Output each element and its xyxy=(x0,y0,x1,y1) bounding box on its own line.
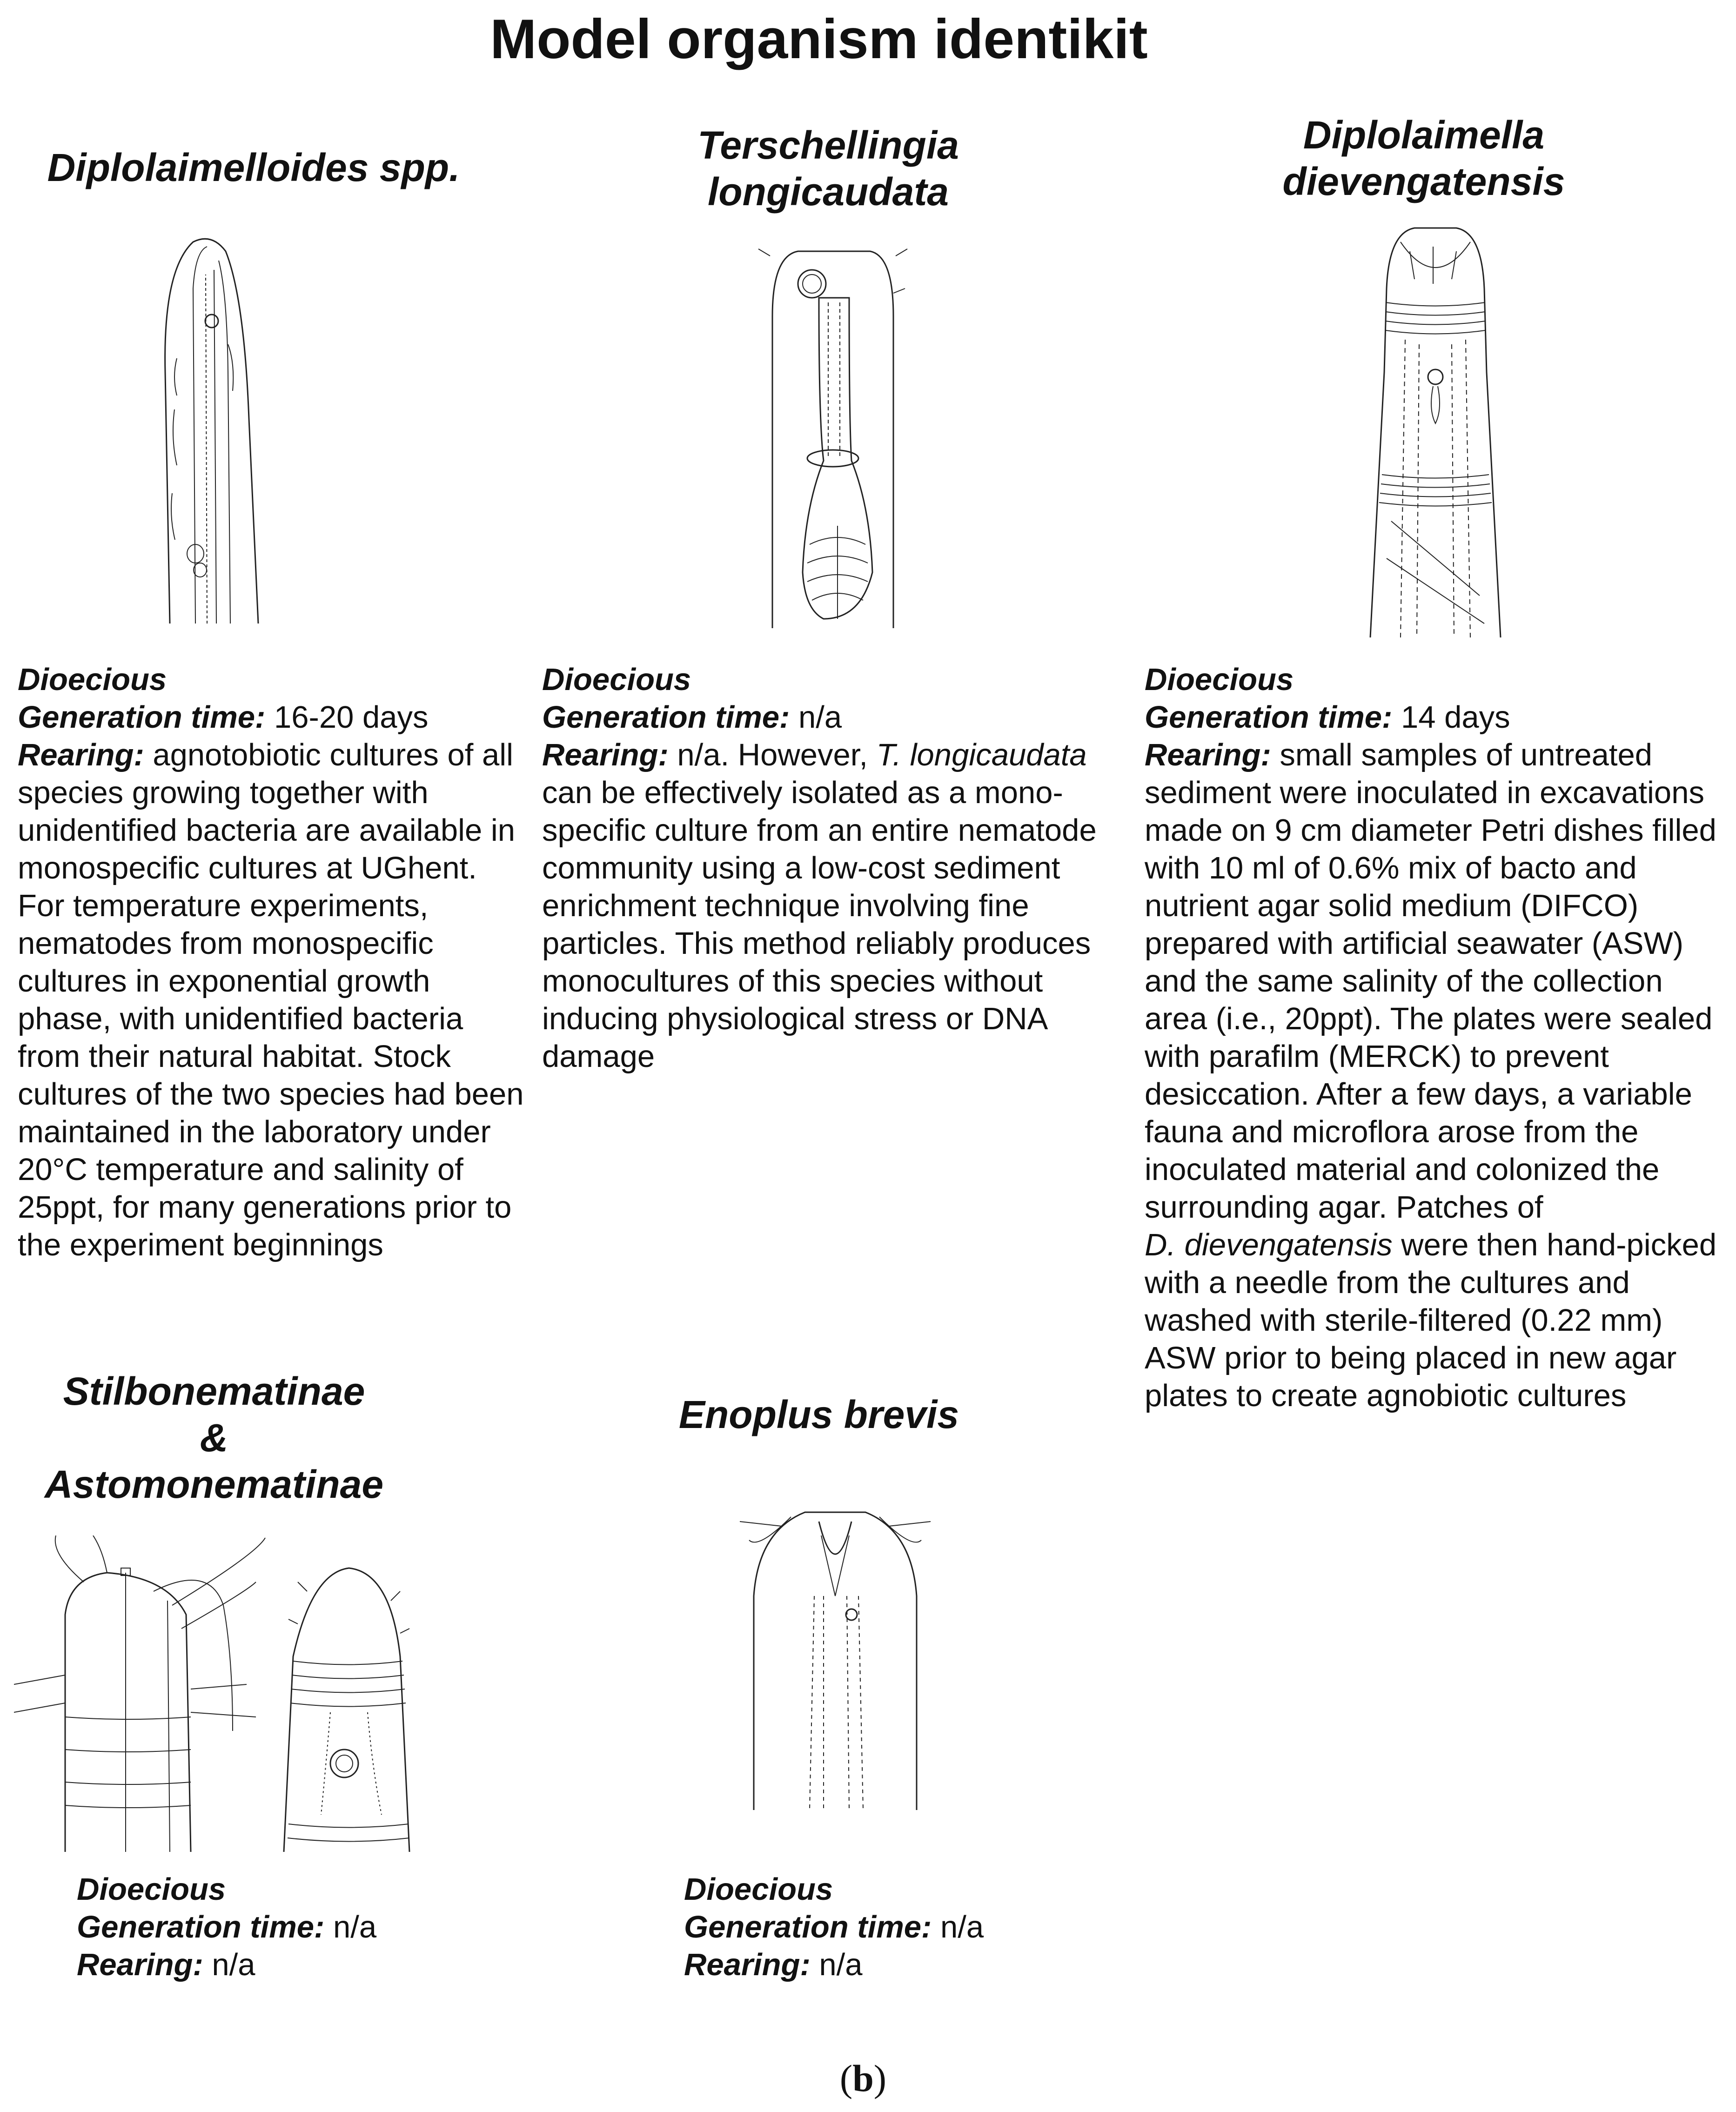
rearing-label: Rearing: xyxy=(18,738,144,772)
rearing-text: were then hand-picked with a needle from the cultures and washed with sterile-filtered (0.22 mm) ASW prior to being placed in new agar plates to create agnobiotic cultures xyxy=(1145,1227,1717,1413)
generation-value: n/a xyxy=(932,1910,984,1944)
species-name-line: Terschellingia xyxy=(697,123,959,167)
generation-value: n/a xyxy=(324,1910,377,1944)
species-name-line: Diplolaimelloides spp. xyxy=(47,146,460,189)
sex-label: Dioecious xyxy=(1145,662,1294,697)
species-name-line: longicaudata xyxy=(707,170,949,214)
species-title-terschellingia xyxy=(596,122,1061,215)
enoplus-drawing xyxy=(740,1494,931,1810)
species-name-line: Astomonematinae xyxy=(44,1462,384,1506)
description-enoplus xyxy=(684,1871,1103,1984)
description-stilbonematinae xyxy=(77,1871,496,1984)
sex-label: Dioecious xyxy=(77,1872,226,1907)
rearing-label: Rearing: xyxy=(1145,738,1271,772)
species-name-line: dievengatensis xyxy=(1282,160,1565,203)
figure-title: Model organism identikit xyxy=(490,8,1148,70)
species-title-enoplus xyxy=(596,1391,1042,1438)
species-title-diplolaimelloides xyxy=(19,144,489,191)
generation-label: Generation time: xyxy=(542,700,790,735)
rearing-text: small samples of untreated sediment were inoculated in excavations made on 9 cm diameter Petri dishes filled with 10 ml of 0.6% mix of bacto and nutrient agar solid medium (DIFCO) prepared with artificial seawater (ASW) and the same salinity of the collection area (i.e., 20ppt). The plates were sealed with parafilm (MERCK) to prevent desiccation. After a few days, a variable fauna and microflora arose from the inoculated material and colonized the surrounding agar. Patches of xyxy=(1145,738,1716,1225)
generation-label: Generation time: xyxy=(684,1910,932,1944)
rearing-text: n/a. However, xyxy=(668,738,877,772)
astomonematinae-drawing xyxy=(279,1563,414,1852)
stilbonematinae-drawing xyxy=(14,1535,275,1852)
diplolaimella-drawing xyxy=(1363,223,1508,637)
caption-open: ( xyxy=(839,2057,853,2099)
description-diplolaimelloides xyxy=(18,661,525,1264)
caption-letter: b xyxy=(852,2057,874,2099)
caption-close: ) xyxy=(873,2057,887,2099)
description-diplolaimella xyxy=(1145,661,1717,1415)
species-name-line: Diplolaimella xyxy=(1303,113,1545,157)
rearing-label: Rearing: xyxy=(542,738,669,772)
generation-label: Generation time: xyxy=(77,1910,325,1944)
species-name-line: Stilbonematinae xyxy=(63,1369,365,1413)
rearing-label: Rearing: xyxy=(77,1947,203,1982)
rearing-text: n/a xyxy=(203,1947,255,1982)
rearing-text: n/a xyxy=(810,1947,863,1982)
diplolaimelloides-drawing xyxy=(149,233,288,624)
species-title-diplolaimella xyxy=(1191,112,1656,205)
generation-value: n/a xyxy=(790,700,842,735)
generation-label: Generation time: xyxy=(18,700,266,735)
rearing-text: can be effectively isolated as a mono-specific culture from an entire nematode community using a low-cost sediment enrichment technique involving fine particles. This method reliably produces monocultures of this species without inducing physiological stress or DNA damage xyxy=(542,775,1097,1074)
panel-caption xyxy=(0,2057,1726,2100)
species-name-line: Enoplus brevis xyxy=(678,1393,959,1436)
generation-value: 14 days xyxy=(1392,700,1510,735)
rearing-text: agnotobiotic cultures of all species growing together with unidentified bacteria are available in monospecific cultures at UGhent. For temperature experiments, nematodes from monospecific cultures in exponential growth phase, with unidentified bacteria from their natural habitat. Stock cultures of the two species had been maintained in the laboratory under 20°C temperature and salinity of 25ppt, for many generations prior to the experiment beginnings xyxy=(18,738,524,1262)
description-terschellingia xyxy=(542,661,1105,1075)
rearing-italic-name: D. dievengatensis xyxy=(1145,1227,1393,1262)
species-name-line: & xyxy=(200,1416,228,1460)
sex-label: Dioecious xyxy=(18,662,167,697)
sex-label: Dioecious xyxy=(684,1872,833,1907)
sex-label: Dioecious xyxy=(542,662,691,697)
rearing-label: Rearing: xyxy=(684,1947,811,1982)
generation-value: 16-20 days xyxy=(265,700,429,735)
generation-label: Generation time: xyxy=(1145,700,1393,735)
species-title-stilbonematinae xyxy=(23,1368,405,1508)
terschellingia-drawing xyxy=(754,247,912,628)
rearing-italic-name: T. longicaudata xyxy=(876,738,1087,772)
